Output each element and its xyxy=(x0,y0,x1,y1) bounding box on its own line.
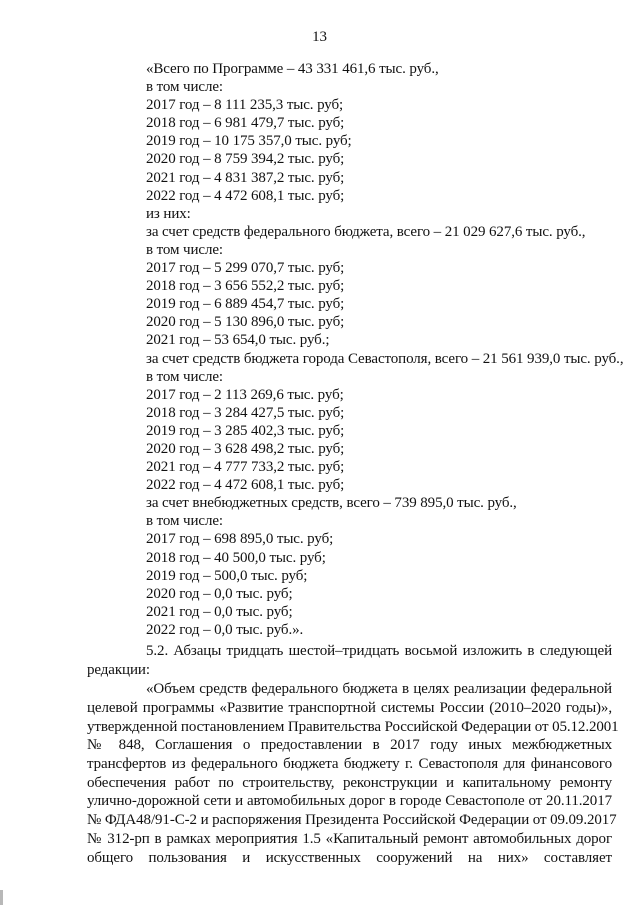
list-line: в том числе: xyxy=(146,513,223,530)
quote-paragraph xyxy=(87,699,619,867)
list-line: из них: xyxy=(146,205,191,222)
list-line: в том числе: xyxy=(146,241,223,258)
quote-line: № 312-рп в рамках мероприятия 1.5 «Капитальный ремонт автомобильных дорог xyxy=(87,830,612,847)
list-line: 2021 год – 0,0 тыс. руб; xyxy=(146,603,293,620)
list-line: 2020 год – 5 130 896,0 тыс. руб; xyxy=(146,314,345,331)
list-line: 2020 год – 3 628 498,2 тыс. руб; xyxy=(146,440,345,457)
list-line: 2017 год – 8 111 235,3 тыс. руб; xyxy=(146,97,344,114)
list-line: «Всего по Программе – 43 331 461,6 тыс. руб., xyxy=(146,61,439,77)
list-line: 2021 год – 53 654,0 тыс. руб.; xyxy=(146,332,330,349)
quote-line: трансфертов из федерального бюджета бюджету г. Севастополя для финансового xyxy=(87,756,612,773)
quote-line: целевой программы «Развитие транспортной системы России (2010–2020 годы)», xyxy=(87,700,612,716)
list-line: 2019 год – 500,0 тыс. руб; xyxy=(146,567,308,584)
list-line: 2017 год – 5 299 070,7 тыс. руб; xyxy=(146,260,345,277)
list-line: в том числе: xyxy=(146,79,223,96)
quote-line: обеспечения работ по строительству, реконструкции и капитальному ремонту xyxy=(87,774,612,791)
quote-line: № ФДА48/91-С-2 и распоряжения Президента Российской Федерации от 09.09.2017 xyxy=(87,812,617,829)
list-line: 2018 год – 3 284 427,5 тыс. руб; xyxy=(146,404,345,421)
list-line: 2020 год – 8 759 394,2 тыс. руб; xyxy=(146,151,345,168)
list-line: 2017 год – 698 895,0 тыс. руб; xyxy=(146,531,334,548)
list-line: за счет средств федерального бюджета, всего – 21 029 627,6 тыс. руб., xyxy=(146,223,586,240)
quote-line: «Объем средств федерального бюджета в целях реализации федеральной xyxy=(146,681,612,697)
quote-line: утвержденной постановлением Правительства Российской Федерации от 05.12.2001 xyxy=(87,718,619,735)
list-line: 2019 год – 6 889 454,7 тыс. руб; xyxy=(146,296,345,313)
list-line: 2018 год – 40 500,0 тыс. руб; xyxy=(146,549,326,566)
list-line: 2022 год – 4 472 608,1 тыс. руб; xyxy=(146,477,345,494)
list-line: 2017 год – 2 113 269,6 тыс. руб; xyxy=(146,386,344,403)
section-5-2-continuation xyxy=(87,661,287,680)
page-number: 13 xyxy=(312,29,327,45)
section-line: редакции: xyxy=(87,662,150,678)
list-line: 2018 год – 6 981 479,7 тыс. руб; xyxy=(146,115,345,132)
section-line: 5.2. Абзацы тридцать шестой–тридцать восьмой изложить в следующей xyxy=(146,643,612,659)
list-line: 2021 год – 4 831 387,2 тыс. руб; xyxy=(146,169,345,186)
list-line: 2022 год – 0,0 тыс. руб.». xyxy=(146,621,304,638)
list-line: за счет средств бюджета города Севастополя, всего – 21 561 939,0 тыс. руб., xyxy=(146,350,624,367)
quote-line: № 848, Соглашения о предоставлении в 2017 году иных межбюджетных xyxy=(87,737,612,754)
list-line: 2021 год – 4 777 733,2 тыс. руб; xyxy=(146,459,345,476)
list-line: 2020 год – 0,0 тыс. руб; xyxy=(146,585,293,602)
list-line: 2019 год – 10 175 357,0 тыс. руб; xyxy=(146,133,352,150)
funding-list xyxy=(146,60,624,639)
list-line: за счет внебюджетных средств, всего – 739 895,0 тыс. руб., xyxy=(146,495,517,512)
section-5-2-heading xyxy=(146,642,612,661)
list-line: 2018 год – 3 656 552,2 тыс. руб; xyxy=(146,278,345,295)
list-line: 2019 год – 3 285 402,3 тыс. руб; xyxy=(146,422,345,439)
list-line: в том числе: xyxy=(146,368,223,385)
scan-edge-mark xyxy=(0,890,3,905)
quote-line: общего пользования и искусственных сооружений на них» составляет xyxy=(87,849,612,866)
list-line: 2022 год – 4 472 608,1 тыс. руб; xyxy=(146,187,345,204)
quote-line: улично-дорожной сети и автомобильных дорог в городе Севастополе от 20.11.2017 xyxy=(87,793,612,810)
quote-first-line xyxy=(146,680,612,699)
